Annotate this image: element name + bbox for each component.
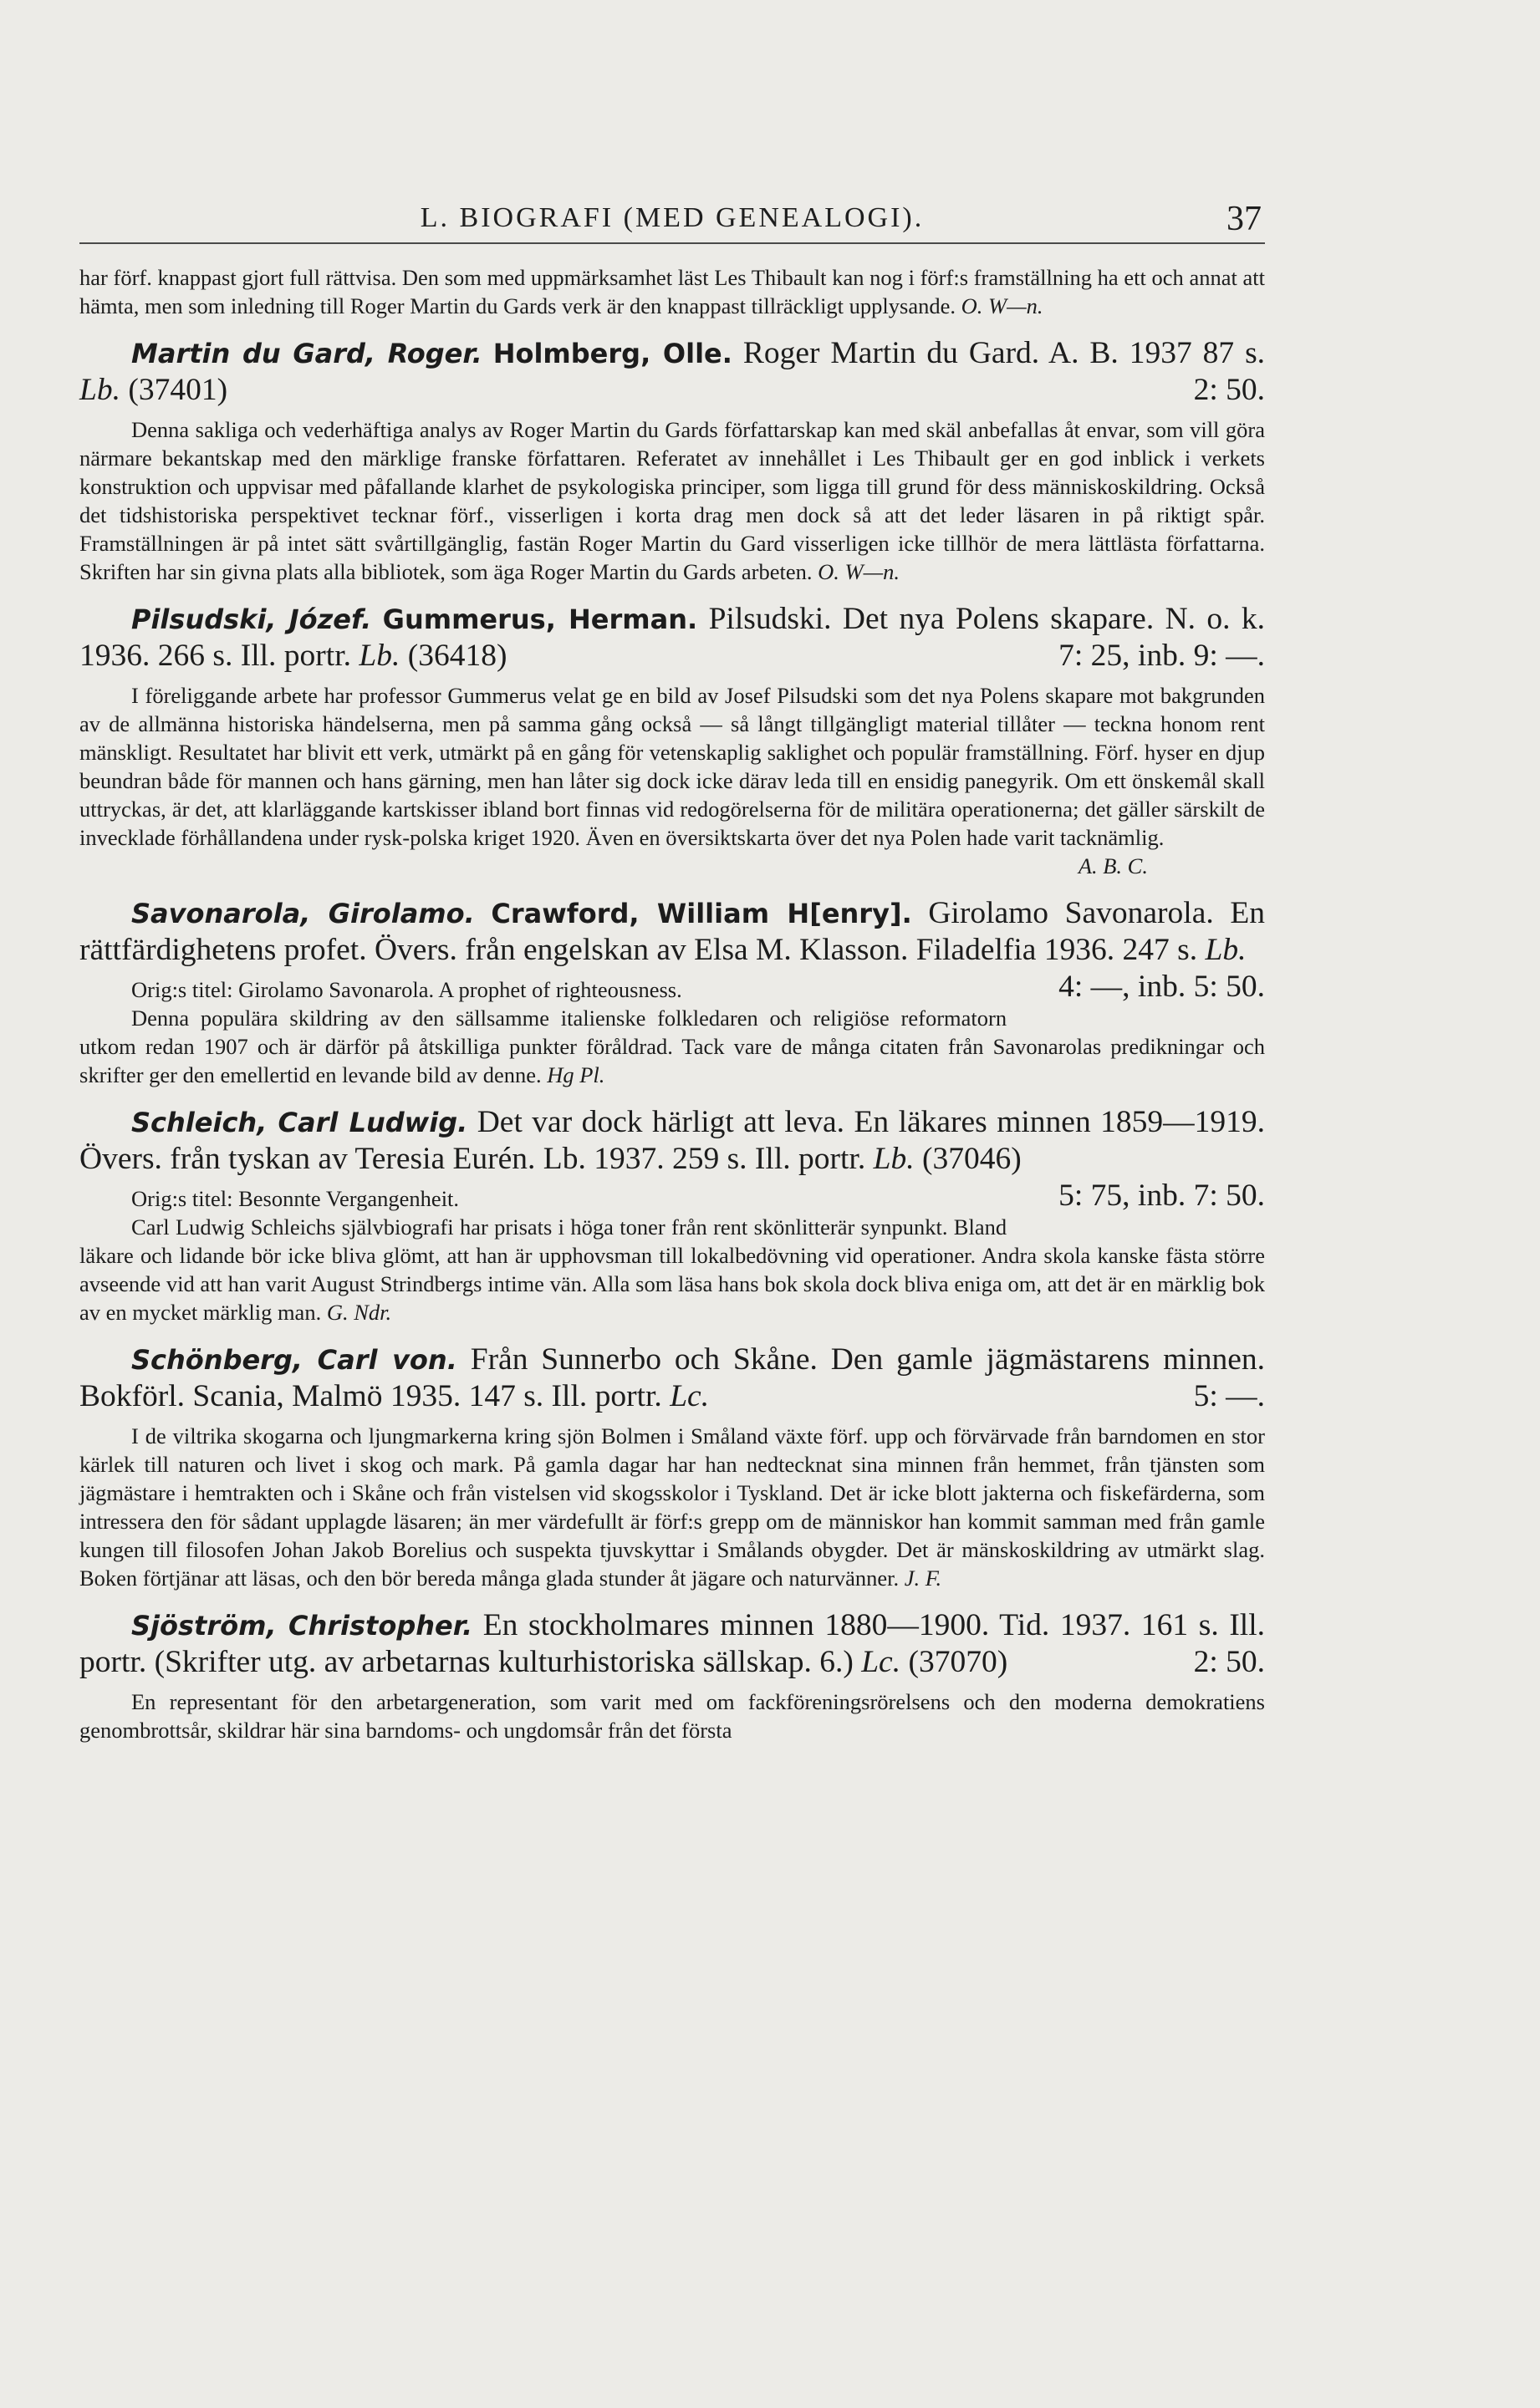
- section-title: L. BIOGRAFI (MED GENEALOGI).: [420, 202, 925, 233]
- reviewer-signature: A. B. C.: [1078, 853, 1148, 878]
- entry-library: Lb.: [873, 1142, 915, 1176]
- entry-original-title: Orig:s titel: Girolamo Savonarola. A prophet of righteousness.: [131, 977, 682, 1002]
- entry-library: Lc.: [861, 1645, 901, 1679]
- entry-review: Carl Ludwig Schleichs självbiografi har prisats i höga toner från rent skönlitterär synpunkt. Bland läkare och lidande bör icke bliva glömt, att han är upphovsman till lokalbedövning vid operationer. Andra skola kanske fästa större avseende vid att han varit August Strindbergs intime vän. Alla som läsa hans bok skola dock bliva eniga om, att det är en märklig bok av en mycket märklig man. G. Ndr.: [79, 1214, 1265, 1325]
- entry-subject: Savonarola, Girolamo.: [131, 898, 475, 929]
- entry-heading: [79, 1607, 1265, 1681]
- entry-price: 5: 75, inb. 7: 50.: [1058, 1179, 1265, 1213]
- entry-author: Holmberg, Olle.: [492, 338, 732, 369]
- entry-description: En stockholmares minnen 1880—1900. Tid. 1937. 161 s. Ill. portr. (Skrifter utg. av arbetarnas kulturhistoriska sällskap. 6.): [79, 1608, 1266, 1679]
- entry-number: (37046): [921, 1142, 1022, 1176]
- entry-review: I de viltrika skogarna och ljungmarkerna kring sjön Bolmen i Småland växte förf. upp och förvärvade från barndomen en stor kärlek till naturen och livet i skog och mark. På gamla dagar har han nedtecknat sina minnen från hemmet, från tjänsten som jägmästare i hemtrakten och i Skåne och från vistelsen vid skogsskolor i Tyskland. Det är icke blott jakterna och fiskefärderna, som intressera den för sådant upplagde läsaren; än mer värdefullt är förf:s grepp om de människor han kommit samman med från gamle kungen till filosofen Johan Jakob Borelius och suspekta tjuvskyttar i Smålands obygder. Det är mänskoskildring av utmärkt slag. Boken förtjänar att läsas, och den bör bereda många glada stunder åt jägare och naturvänner. J. F.: [79, 1423, 1265, 1591]
- entry-library: Lb.: [359, 639, 400, 673]
- running-header: [79, 194, 1265, 244]
- entry-heading: [79, 1341, 1265, 1415]
- entry-number: (37070): [908, 1645, 1008, 1679]
- entry-subject: Pilsudski, Józef.: [131, 603, 372, 635]
- entry-price: 7: 25, inb. 9: —.: [1058, 639, 1265, 673]
- reviewer-signature: O. W—n.: [961, 293, 1043, 318]
- entry-original-title: Orig:s titel: Besonnte Vergangenheit.: [131, 1186, 460, 1211]
- entry-subject: Sjöström, Christopher.: [131, 1610, 473, 1642]
- entry-price: 2: 50.: [1193, 373, 1265, 407]
- entry-description: Det var dock härligt att leva. En läkares minnen 1859—1919. Övers. från tyskan av Teresia Eurén. Lb. 1937. 259 s. Ill. portr.: [79, 1105, 1266, 1176]
- entry-heading: [79, 335, 1265, 409]
- entry-author: Gummerus, Herman.: [382, 603, 698, 635]
- entry-subject: Schleich, Carl Ludwig.: [131, 1107, 468, 1138]
- page-number: 37: [1226, 200, 1262, 238]
- entry-description: Pilsudski. Det nya Polens skapare. N. o. k. 1936. 266 s. Ill. portr.: [79, 602, 1266, 673]
- entry-library: Lb.: [79, 373, 120, 407]
- entry-author: Crawford, William H[enry].: [491, 898, 912, 929]
- entry-review: I föreliggande arbete har professor Gummerus velat ge en bild av Josef Pilsudski som det nya Polens skapare mot bakgrunden av de allmänna historiska händelserna, men på samma gång också — så långt tillgängligt material tillåter — teckna honom rent mänskligt. Resultatet har blivit ett verk, utmärkt på en gång för vetenskaplig saklighet och populär framställning. Förf. hyser en djup beundran både för mannen och hans gärning, men han låter sig dock icke därav leda till en ensidig panegyrik. Om ett önskemål skall uttryckas, är det, att klarläggande kartskisser ibland bort finnas vid redogörelserna för de militära operationerna; det gäller särskilt de invecklade förhållandena under rysk-polska kriget 1920. Även en översiktskarta över det nya Polen hade varit tacknämlig.: [79, 683, 1265, 850]
- reviewer-signature: O. W—n.: [818, 559, 900, 584]
- entry-review: En representant för den arbetargeneration, som varit med om fackföreningsrörelsens och den moderna demokratiens genombrottsår, skildrar här sina barndoms- och ungdomsår från det första: [79, 1689, 1265, 1743]
- entry-description: Från Sunnerbo och Skåne. Den gamle jägmästarens minnen. Bokförl. Scania, Malmö 1935. 147 s. Ill. portr.: [79, 1342, 1266, 1413]
- entry-subject: Martin du Gard, Roger.: [131, 338, 482, 369]
- entry-review: Denna populära skildring av den sällsamme italienske folkledaren och religiöse reformatorn utkom redan 1907 och är därför på åtskilliga punkter föråldrad. Tack vare de många citaten från Savonarolas predikningar och skrifter ger den emellertid en levande bild av denne. Hg Pl.: [79, 1005, 1265, 1087]
- entry-number: (36418): [407, 639, 507, 673]
- entry-description: Roger Martin du Gard. A. B. 1937 87 s.: [742, 336, 1266, 370]
- entry-price: 4: —, inb. 5: 50.: [1058, 970, 1265, 1004]
- entry-library: Lc.: [670, 1379, 710, 1413]
- entry-heading: [79, 601, 1265, 675]
- entry-review: Denna sakliga och vederhäftiga analys av Roger Martin du Gards författarskap kan med skäl anbefallas åt envar, som vill göra närmare bekantskap med den märklige franske författaren. Referatet av innehållet i Les Thibault ger en god inblick i verkets konstruktion och uppvisar med påfallande klarhet de psykologiska principer, som ligga till grund för dess människoskildring. Också det tidshistoriska perspektivet tecknar förf., visserligen i korta drag men dock så att det leder läsaren in på riktigt spår. Framställningen är på intet sätt svårtillgänglig, fastän Roger Martin du Gard visserligen icke tillhör de mera lättlästa författarna. Skriften har sin givna plats alla bibliotek, som äga Roger Martin du Gards arbeten. O. W—n.: [79, 417, 1265, 584]
- entry-description: Girolamo Savonarola. En rättfärdighetens profet. Övers. från engelskan av Elsa M. Klasson. Filadelfia 1936. 247 s.: [79, 896, 1265, 967]
- entry-price: 5: —.: [1193, 1379, 1265, 1413]
- reviewer-signature: Hg Pl.: [547, 1062, 605, 1087]
- header-rule: [79, 242, 1265, 244]
- entry-price: 2: 50.: [1193, 1645, 1265, 1679]
- entry-library: Lb.: [1205, 933, 1247, 967]
- page-body: [79, 263, 1265, 1744]
- reviewer-signature: J. F.: [904, 1565, 942, 1591]
- reviewer-signature: G. Ndr.: [326, 1300, 392, 1325]
- entry-subject: Schönberg, Carl von.: [131, 1344, 457, 1376]
- entry-number: (37401): [128, 373, 228, 407]
- intro-paragraph: har förf. knappast gjort full rättvisa. Den som med uppmärksamhet läst Les Thibault kan nog i förf:s framställning ha ett och annat att hämta, men som inledning till Roger Martin du Gards verk är den knappast tillräckligt upplysande. O. W—n.: [79, 265, 1265, 318]
